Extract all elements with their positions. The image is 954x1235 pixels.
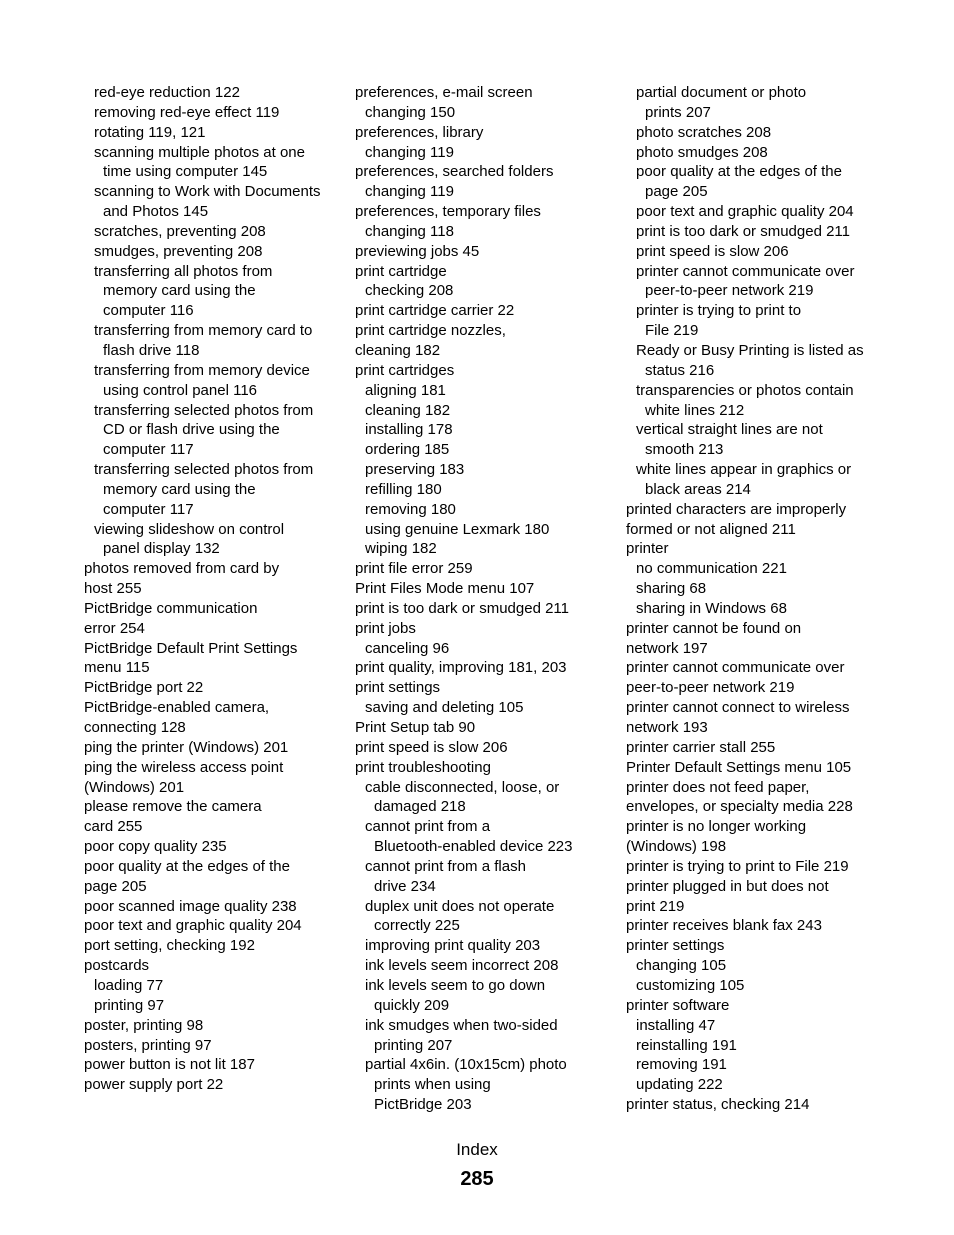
- index-entry-line: transferring selected photos from: [94, 401, 314, 419]
- index-entry-line: ink levels seem to go down: [365, 976, 546, 994]
- index-entry-line: print file error 259: [355, 560, 473, 578]
- index-subentry: [626, 123, 888, 143]
- index-subentry: [626, 162, 888, 202]
- index-entry-line: card 255: [84, 818, 143, 836]
- index-subentry: [355, 480, 617, 500]
- index-column-3: [626, 83, 888, 1115]
- index-subentry: [626, 242, 888, 262]
- index-subentry: [626, 83, 888, 123]
- index-entry-line: Printer Default Settings menu 105: [626, 758, 852, 776]
- index-entry-line: printer cannot connect to wireless: [626, 699, 850, 717]
- index-entry-line: cannot print from a: [365, 818, 491, 836]
- index-entry-line: poor text and graphic quality 204: [636, 203, 854, 221]
- index-subentry: [355, 440, 617, 460]
- index-entry-line: cleaning 182: [365, 401, 451, 419]
- index-subentry: [626, 143, 888, 163]
- index-entry-line: page 205: [645, 183, 708, 201]
- index-subentry: [355, 698, 617, 718]
- index-entry: [626, 698, 888, 738]
- index-entry-line: transferring selected photos from: [94, 461, 314, 479]
- index-subentry: [84, 242, 346, 262]
- index-entry: [626, 996, 888, 1016]
- index-entry-line: status 216: [645, 361, 715, 379]
- index-entry: [84, 857, 346, 897]
- index-entry: [355, 262, 617, 282]
- index-subentry: [626, 262, 888, 302]
- index-entry-line: print cartridges: [355, 361, 455, 379]
- index-subentry: [355, 103, 617, 123]
- index-entry-line: Ready or Busy Printing is listed as: [636, 341, 864, 359]
- index-entry-line: printer is trying to print to File 219: [626, 857, 849, 875]
- index-entry: [355, 738, 617, 758]
- index-entry-line: Bluetooth-enabled device 223: [374, 838, 573, 856]
- index-entry-line: print troubleshooting: [355, 758, 491, 776]
- index-entry: [355, 599, 617, 619]
- index-entry-line: sharing in Windows 68: [636, 599, 787, 617]
- index-entry: [84, 599, 346, 639]
- index-entry-line: smooth 213: [645, 441, 724, 459]
- index-entry-line: correctly 225: [374, 917, 460, 935]
- index-subentry: [355, 857, 617, 897]
- index-subentry: [355, 936, 617, 956]
- index-entry: [84, 956, 346, 976]
- index-entry-line: prints 207: [645, 103, 711, 121]
- index-subentry: [626, 559, 888, 579]
- index-entry-line: cleaning 182: [355, 341, 441, 359]
- index-entry-line: print settings: [355, 679, 441, 697]
- index-entry-line: postcards: [84, 957, 150, 975]
- index-entry-line: changing 119: [365, 143, 454, 161]
- index-entry: [84, 897, 346, 917]
- index-entry-line: print 219: [626, 897, 685, 915]
- index-entry-line: poor copy quality 235: [84, 838, 227, 856]
- index-entry: [84, 639, 346, 679]
- index-entry-line: printer settings: [626, 937, 725, 955]
- index-entry-line: poor text and graphic quality 204: [84, 917, 302, 935]
- index-entry-line: printer cannot communicate over: [626, 659, 845, 677]
- index-entry-line: canceling 96: [365, 639, 450, 657]
- index-entry-line: scanning to Work with Documents: [94, 183, 321, 201]
- index-entry-line: preferences, searched folders: [355, 163, 554, 181]
- index-entry-line: white lines appear in graphics or: [636, 461, 852, 479]
- index-entry-line: network 193: [626, 719, 708, 736]
- index-subentry: [626, 381, 888, 421]
- index-entry: [355, 123, 617, 143]
- index-entry: [84, 1016, 346, 1036]
- index-entry-line: photo smudges 208: [636, 143, 768, 161]
- index-entry: [355, 162, 617, 182]
- index-entry-line: transparencies or photos contain: [636, 381, 854, 399]
- index-entry: [84, 758, 346, 798]
- index-entry-line: changing 119: [365, 183, 454, 201]
- index-entry-line: updating 222: [636, 1076, 723, 1094]
- index-subentry: [355, 500, 617, 520]
- index-subentry: [84, 460, 346, 520]
- index-entry-line: cannot print from a flash: [365, 857, 526, 875]
- index-entry-line: printer cannot communicate over: [636, 262, 855, 280]
- index-subentry: [626, 460, 888, 500]
- index-subentry: [84, 182, 346, 222]
- index-entry-line: red-eye reduction 122: [94, 84, 240, 101]
- index-entry-line: print speed is slow 206: [636, 242, 789, 260]
- index-entry-line: using genuine Lexmark 180: [365, 520, 550, 538]
- index-entry-line: computer 116: [103, 302, 194, 320]
- index-entry-line: damaged 218: [374, 798, 466, 816]
- index-column-1: [84, 83, 346, 1095]
- index-entry-line: printed characters are improperly: [626, 500, 847, 518]
- index-entry: [84, 1036, 346, 1056]
- index-entry-line: removing 180: [365, 500, 456, 518]
- index-entry: [626, 778, 888, 818]
- index-subentry: [626, 202, 888, 222]
- index-entry-line: printer status, checking 214: [626, 1096, 810, 1114]
- index-entry: [626, 817, 888, 857]
- index-entry: [355, 718, 617, 738]
- index-entry-line: page 205: [84, 877, 147, 895]
- index-entry-line: changing 118: [365, 222, 454, 240]
- index-subentry: [626, 420, 888, 460]
- index-entry-line: please remove the camera: [84, 798, 262, 816]
- index-entry-line: printing 97: [94, 996, 165, 1014]
- index-subentry: [84, 262, 346, 322]
- footer-section-label: Index: [456, 1140, 498, 1159]
- index-entry-line: PictBridge-enabled camera,: [84, 699, 270, 717]
- index-entry: [355, 202, 617, 222]
- index-entry-line: checking 208: [365, 282, 454, 300]
- index-subentry: [626, 976, 888, 996]
- index-subentry: [626, 1016, 888, 1036]
- index-entry-line: print is too dark or smudged 211: [636, 222, 851, 240]
- index-entry-line: (Windows) 201: [84, 778, 185, 796]
- index-entry-line: saving and deleting 105: [365, 699, 524, 717]
- index-entry-line: time using computer 145: [103, 163, 268, 181]
- index-entry-line: white lines 212: [645, 401, 745, 419]
- index-column-2: [355, 83, 617, 1115]
- index-entry: [626, 936, 888, 956]
- index-entry-line: Print Setup tab 90: [355, 719, 476, 736]
- index-entry-line: posters, printing 97: [84, 1036, 212, 1054]
- index-entry-line: printer is trying to print to: [636, 302, 802, 320]
- index-entry-line: envelopes, or specialty media 228: [626, 798, 853, 816]
- index-subentry: [355, 817, 617, 857]
- index-entry-line: installing 47: [636, 1016, 716, 1034]
- index-entry-line: using control panel 116: [103, 381, 257, 399]
- index-entry-line: PictBridge communication: [84, 599, 258, 617]
- index-subentry: [626, 301, 888, 341]
- index-entry-line: printer receives blank fax 243: [626, 917, 822, 935]
- index-entry-line: power supply port 22: [84, 1076, 224, 1094]
- index-entry-line: CD or flash drive using the: [103, 421, 280, 439]
- index-entry-line: print cartridge nozzles,: [355, 322, 506, 340]
- index-entry-line: ping the printer (Windows) 201: [84, 738, 289, 756]
- index-entry: [626, 758, 888, 778]
- index-entry: [84, 678, 346, 698]
- index-subentry: [84, 321, 346, 361]
- index-subentry: [355, 1016, 617, 1056]
- index-entry: [355, 619, 617, 639]
- index-entry-line: removing 191: [636, 1056, 727, 1074]
- index-subentry: [355, 143, 617, 163]
- index-entry-line: power button is not lit 187: [84, 1056, 255, 1074]
- index-entry-line: computer 117: [103, 500, 194, 518]
- index-subentry: [355, 956, 617, 976]
- index-entry-line: photo scratches 208: [636, 123, 772, 141]
- index-subentry: [355, 539, 617, 559]
- index-entry: [84, 936, 346, 956]
- index-entry-line: ordering 185: [365, 441, 450, 459]
- index-entry-line: printer: [626, 540, 669, 558]
- index-entry-line: changing 150: [365, 103, 456, 121]
- index-entry: [626, 877, 888, 917]
- index-entry: [84, 837, 346, 857]
- index-subentry: [84, 976, 346, 996]
- index-entry-line: print speed is slow 206: [355, 738, 508, 756]
- index-entry-line: printer carrier stall 255: [626, 738, 776, 756]
- index-entry: [84, 559, 346, 599]
- index-entry: [355, 758, 617, 778]
- index-entry-line: viewing slideshow on control: [94, 520, 285, 538]
- index-subentry: [626, 599, 888, 619]
- index-entry-line: ink levels seem incorrect 208: [365, 957, 559, 975]
- index-subentry: [355, 976, 617, 1016]
- index-subentry: [355, 778, 617, 818]
- index-entry-line: transferring from memory device: [94, 361, 310, 379]
- index-entry: [626, 539, 888, 559]
- index-entry-line: flash drive 118: [103, 341, 200, 359]
- index-entry-line: PictBridge port 22: [84, 679, 204, 697]
- index-entry-line: print is too dark or smudged 211: [355, 599, 570, 617]
- index-subentry: [355, 182, 617, 202]
- index-entry-line: (Windows) 198: [626, 838, 727, 856]
- index-entry: [84, 738, 346, 758]
- index-entry-line: poor quality at the edges of the: [636, 163, 842, 181]
- index-subentry: [355, 897, 617, 937]
- index-entry-line: smudges, preventing 208: [94, 242, 263, 260]
- index-entry: [355, 658, 617, 678]
- index-entry-line: poster, printing 98: [84, 1016, 204, 1034]
- index-entry-line: reinstalling 191: [636, 1036, 737, 1054]
- index-entry: [355, 83, 617, 103]
- index-subentry: [626, 1036, 888, 1056]
- index-entry-line: partial document or photo: [636, 84, 807, 101]
- index-entry: [355, 559, 617, 579]
- index-subentry: [355, 420, 617, 440]
- index-entry-line: memory card using the: [103, 480, 256, 498]
- index-entry-line: refilling 180: [365, 480, 442, 498]
- index-entry-line: menu 115: [84, 659, 150, 677]
- index-entry-line: wiping 182: [365, 540, 437, 558]
- index-subentry: [84, 361, 346, 401]
- index-subentry: [355, 639, 617, 659]
- index-entry-line: print quality, improving 181, 203: [355, 659, 567, 677]
- index-entry-line: printing 207: [374, 1036, 453, 1054]
- index-entry: [626, 658, 888, 698]
- index-entry-line: PictBridge Default Print Settings: [84, 639, 298, 657]
- index-subentry: [626, 1055, 888, 1075]
- index-subentry: [84, 520, 346, 560]
- index-entry: [626, 857, 888, 877]
- index-entry-line: memory card using the: [103, 282, 256, 300]
- index-entry: [355, 242, 617, 262]
- index-entry-line: drive 234: [374, 877, 436, 895]
- index-entry-line: printer software: [626, 996, 730, 1014]
- index-subentry: [355, 460, 617, 480]
- index-entry-line: removing red-eye effect 119: [94, 103, 280, 121]
- index-subentry: [84, 143, 346, 183]
- index-entry-line: print jobs: [355, 619, 416, 637]
- index-entry-line: peer-to-peer network 219: [626, 679, 795, 697]
- index-subentry: [626, 341, 888, 381]
- index-entry-line: previewing jobs 45: [355, 242, 480, 260]
- index-entry: [84, 797, 346, 837]
- index-entry-line: File 219: [645, 322, 699, 340]
- index-entry-line: and Photos 145: [103, 203, 209, 221]
- index-entry-line: printer does not feed paper,: [626, 778, 810, 796]
- index-entry-line: printer plugged in but does not: [626, 877, 829, 895]
- index-entry-line: printer is no longer working: [626, 818, 807, 836]
- index-entry-line: host 255: [84, 580, 142, 598]
- index-entry: [626, 916, 888, 936]
- index-entry: [84, 916, 346, 936]
- index-entry-line: vertical straight lines are not: [636, 421, 823, 439]
- index-subentry: [84, 83, 346, 103]
- index-entry-line: sharing 68: [636, 580, 707, 598]
- index-subentry: [626, 222, 888, 242]
- index-entry-line: formed or not aligned 211: [626, 520, 796, 538]
- index-entry-line: preferences, e-mail screen: [355, 84, 533, 101]
- index-entry-line: rotating 119, 121: [94, 123, 206, 141]
- index-entry-line: peer-to-peer network 219: [645, 282, 814, 300]
- index-entry-line: printer cannot be found on: [626, 619, 802, 637]
- index-entry-line: print cartridge carrier 22: [355, 302, 515, 320]
- index-entry-line: black areas 214: [645, 480, 751, 498]
- index-entry-line: preserving 183: [365, 461, 465, 479]
- index-entry-line: preferences, library: [355, 123, 484, 141]
- index-entry-line: port setting, checking 192: [84, 937, 255, 955]
- index-entry-line: scanning multiple photos at one: [94, 143, 305, 161]
- index-entry-line: no communication 221: [636, 560, 787, 578]
- index-subentry: [355, 520, 617, 540]
- index-subentry: [355, 281, 617, 301]
- index-entry-line: connecting 128: [84, 719, 186, 736]
- index-entry-line: installing 178: [365, 421, 453, 439]
- index-entry-line: Print Files Mode menu 107: [355, 580, 535, 598]
- index-entry-line: transferring from memory card to: [94, 322, 313, 340]
- index-subentry: [84, 401, 346, 461]
- index-entry-line: duplex unit does not operate: [365, 897, 555, 915]
- index-subentry: [626, 1075, 888, 1095]
- index-entry: [355, 361, 617, 381]
- index-subentry: [626, 956, 888, 976]
- index-entry-line: aligning 181: [365, 381, 446, 399]
- index-entry: [355, 678, 617, 698]
- index-entry-line: computer 117: [103, 441, 194, 459]
- index-entry: [626, 619, 888, 659]
- index-entry-line: print cartridge: [355, 262, 447, 280]
- index-entry-line: ping the wireless access point: [84, 758, 284, 776]
- index-entry: [355, 301, 617, 321]
- index-subentry: [355, 401, 617, 421]
- index-entry-line: cable disconnected, loose, or: [365, 778, 560, 796]
- index-subentry: [84, 123, 346, 143]
- index-entry-line: prints when using: [374, 1076, 491, 1094]
- index-entry-line: changing 105: [636, 957, 727, 975]
- index-entry-line: ink smudges when two-sided: [365, 1016, 558, 1034]
- index-entry: [355, 321, 617, 361]
- index-entry-line: scratches, preventing 208: [94, 222, 266, 240]
- page-number: 285: [460, 1168, 494, 1190]
- index-entry-line: partial 4x6in. (10x15cm) photo: [365, 1056, 567, 1074]
- index-entry-line: transferring all photos from: [94, 262, 273, 280]
- index-entry-line: poor scanned image quality 238: [84, 897, 297, 915]
- index-subentry: [626, 579, 888, 599]
- index-entry-line: improving print quality 203: [365, 937, 541, 955]
- index-subentry: [84, 222, 346, 242]
- index-subentry: [84, 996, 346, 1016]
- index-entry-line: PictBridge 203: [374, 1096, 472, 1114]
- index-entry: [626, 500, 888, 540]
- index-entry-line: panel display 132: [103, 540, 220, 558]
- index-entry-line: photos removed from card by: [84, 560, 280, 578]
- index-entry: [84, 1075, 346, 1095]
- index-entry: [626, 738, 888, 758]
- index-subentry: [355, 1055, 617, 1115]
- index-entry: [84, 1055, 346, 1075]
- index-entry-line: poor quality at the edges of the: [84, 857, 290, 875]
- index-entry: [355, 579, 617, 599]
- index-entry-line: loading 77: [94, 976, 164, 994]
- index-subentry: [355, 222, 617, 242]
- index-entry: [626, 1095, 888, 1115]
- index-entry-line: customizing 105: [636, 976, 745, 994]
- index-entry: [84, 698, 346, 738]
- index-entry-line: network 197: [626, 639, 708, 657]
- index-subentry: [84, 103, 346, 123]
- index-entry-line: preferences, temporary files: [355, 203, 541, 221]
- index-subentry: [355, 381, 617, 401]
- index-entry-line: quickly 209: [374, 996, 450, 1014]
- index-entry-line: error 254: [84, 619, 145, 637]
